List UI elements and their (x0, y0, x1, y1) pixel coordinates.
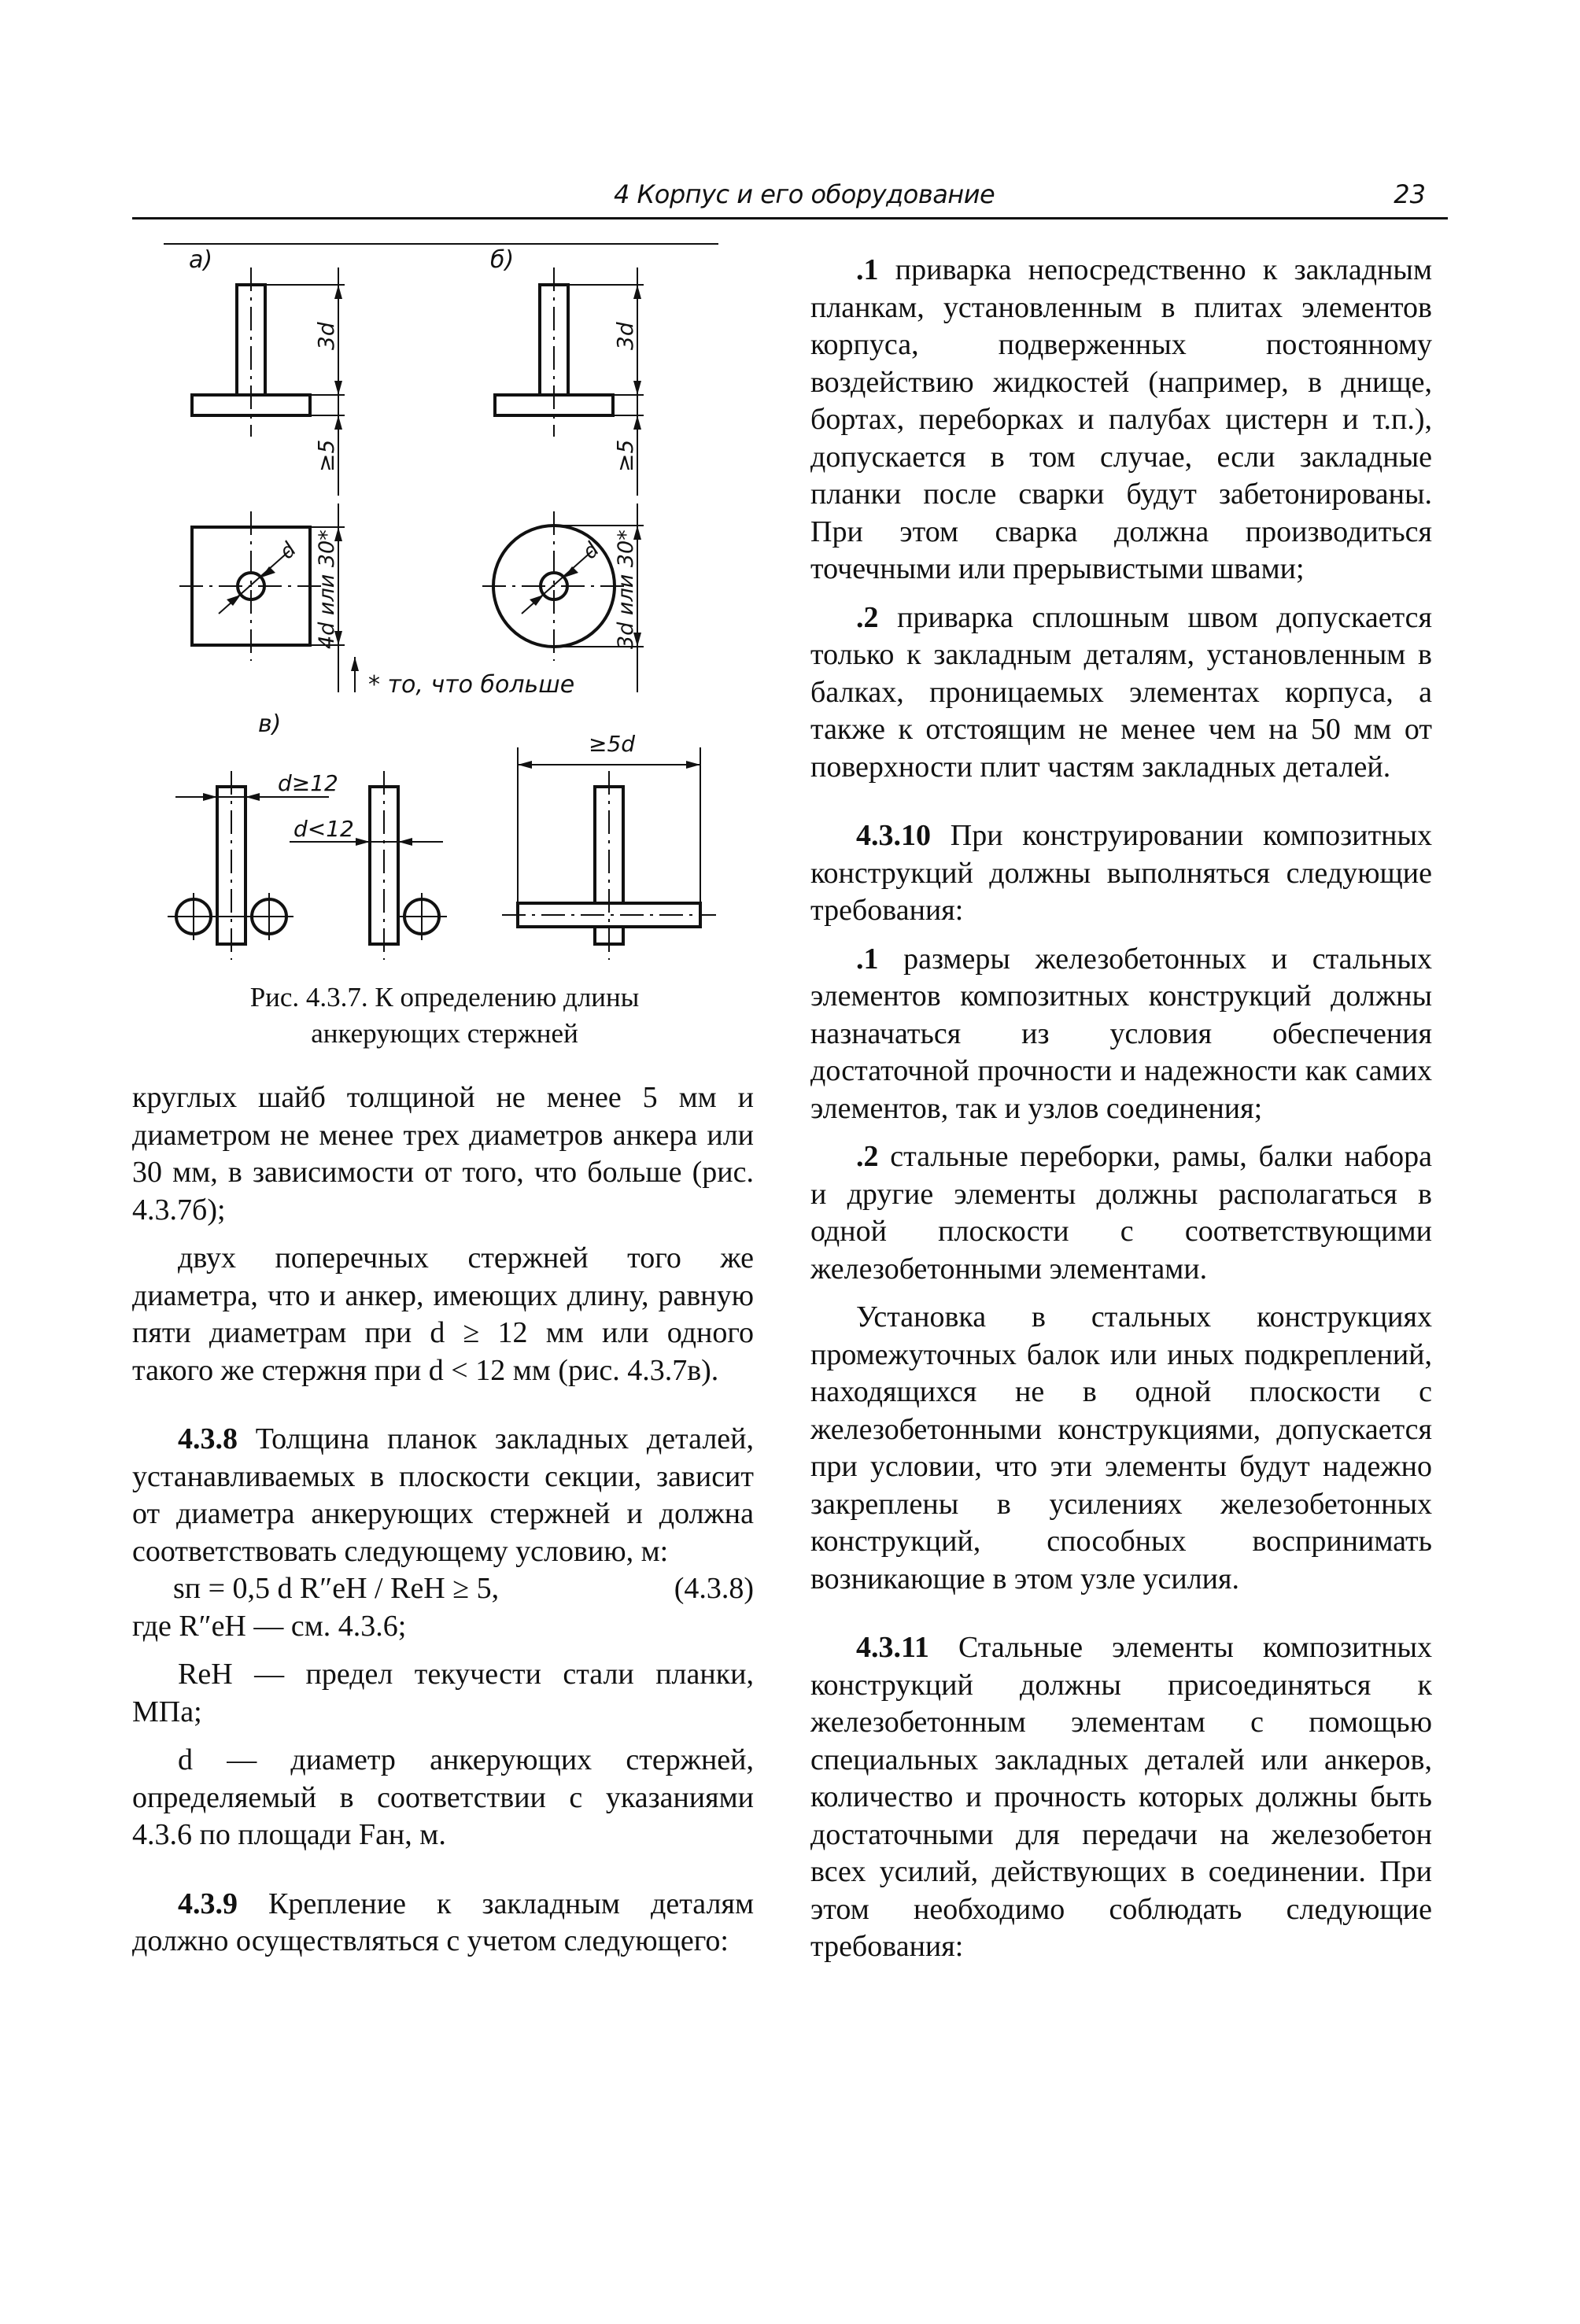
caption-line-2: анкерующих стержней (311, 1018, 578, 1049)
definition-r-eh: ReH — предел текучести стали планки, МПа; (132, 1658, 754, 1728)
dim-4d-or-30: 4d или 30* (315, 529, 339, 649)
label-a: а) (189, 246, 213, 274)
paragraph-4-3-10 (810, 817, 1432, 930)
page-number: 23 (1394, 179, 1426, 209)
item-text: приварка непосредственно к закладным планкам, установленным в плитах элементов корпуса, подверженных постоянному воздействию жидкостей (например, в днище, бортах, переборках и палубах цистерн и т.п.), допускается в том случае, если закладные планки после сварки будут забетонированы. При этом сварка должна производиться точечными или прерывистыми швами; (810, 253, 1432, 585)
item-number: .2 (856, 600, 879, 634)
section-text: При конструировании композитных конструкций должны выполняться следующие требования: (810, 819, 1432, 927)
dim-ge5-a: ≥5 (313, 439, 339, 472)
item-composite-2 (810, 1138, 1432, 1288)
figure-4-3-7 (132, 236, 762, 1031)
anchor-one-cross-rod (370, 787, 439, 944)
dim-ge5d: ≥5d (589, 731, 636, 757)
section-number: 4.3.9 (178, 1887, 238, 1920)
paragraph-intermediate-beams: Установка в стальных конструкциях промежуточных балок или иных подкреплений, находящихся не в одной плоскости с железобетонными конструкциями, допускается при условии, что эти элементы будут надежно закреплены в усилениях железобетонных конструкций, способных воспринимать возникающие в этом узле усилия. (810, 1300, 1432, 1595)
label-v: в) (258, 710, 282, 738)
label-b: б) (490, 246, 515, 274)
running-header (132, 179, 1448, 219)
section-text: Крепление к закладным деталям должно осуществляться с учетом следующего: (132, 1887, 754, 1957)
item-text: стальные переборки, рамы, балки набора и другие элементы должны располагаться в одной плоскости с соответствующими железобетонными элементами. (810, 1140, 1432, 1286)
definition-d: d — диаметр анкерующих стержней, определяемый в соответствии с указаниями 4.3.6 по площади Fан, м. (132, 1743, 754, 1851)
caption-line-1: Рис. 4.3.7. К определению длины (249, 982, 640, 1013)
left-column (132, 1079, 754, 1961)
dim-d-b: d (578, 538, 604, 564)
dim-d-lt12: d<12 (293, 816, 354, 842)
item-text: размеры железобетонных и стальных элементов композитных конструкций должны назначаться из условия обеспечения достаточной прочности и надежности как самих элементов, так и узлов соединения; (810, 942, 1432, 1125)
formula-expression: sп = 0,5 d R″eH / ReH ≥ 5, (173, 1572, 500, 1605)
dim-d-a: d (275, 538, 301, 564)
note-whichever-greater: * то, что больше (368, 671, 575, 699)
section-text: Толщина планок закладных деталей, устанавливаемых в плоскости секции, зависит от диаметра анкерующих стержней и должна соответствовать следующему условию, м: (132, 1422, 754, 1568)
chapter-title: 4 Корпус и его оборудование (614, 179, 995, 209)
item-text: приварка сплошным швом допускается только к закладным деталям, установленным в балках, проницаемых элементах корпуса, а также к отстоящим не менее чем на 50 мм от поверхности плит частям закладных деталей. (810, 600, 1432, 784)
formula-definitions (132, 1608, 754, 1854)
item-number: .1 (856, 942, 879, 976)
paragraph-4-3-8 (132, 1421, 754, 1570)
right-column (810, 252, 1432, 1966)
dim-3d-b: 3d (612, 322, 638, 350)
formula-number: (4.3.8) (674, 1572, 754, 1605)
item-welding-2 (810, 599, 1432, 787)
section-number: 4.3.11 (856, 1631, 929, 1664)
figure-caption (157, 979, 732, 1052)
dim-3d-a: 3d (313, 322, 339, 350)
dim-d-ge12: d≥12 (278, 770, 338, 796)
item-welding-1 (810, 252, 1432, 588)
definition-r-eh-double: где R″eH — см. 4.3.6; (132, 1609, 407, 1643)
section-number: 4.3.10 (856, 819, 931, 852)
dim-3d-or-30: 3d или 30* (614, 529, 638, 649)
paragraph-4-3-11 (810, 1629, 1432, 1966)
dim-ge5-b: ≥5 (612, 439, 638, 472)
item-composite-1 (810, 941, 1432, 1128)
paragraph-washers: круглых шайб толщиной не менее 5 мм и диаметром не менее трех диаметров анкера или 30 мм, в зависимости от того, что больше (рис. 4.3.7б); (132, 1081, 754, 1227)
item-number: .2 (856, 1140, 879, 1173)
formula-4-3-8 (132, 1570, 754, 1608)
anchor-rod-drawing (132, 236, 762, 1031)
paragraph-4-3-9 (132, 1886, 754, 1961)
section-text: Стальные элементы композитных конструкций должны присоединяться к железобетонным элементам с помощью специальных закладных деталей или анкеров, количество и прочность которых должны быть достаточными для передачи на железобетон всех усилий, действующих в соединении. При этом необходимо соблюдать следующие требования: (810, 1631, 1432, 1963)
item-number: .1 (856, 253, 879, 286)
section-number: 4.3.8 (178, 1422, 238, 1455)
paragraph-cross-rods: двух поперечных стержней того же диаметра, что и анкер, имеющих длину, равную пяти диаметрам при d ≥ 12 мм или одного такого же стержня при d < 12 мм (рис. 4.3.7в). (132, 1241, 754, 1387)
